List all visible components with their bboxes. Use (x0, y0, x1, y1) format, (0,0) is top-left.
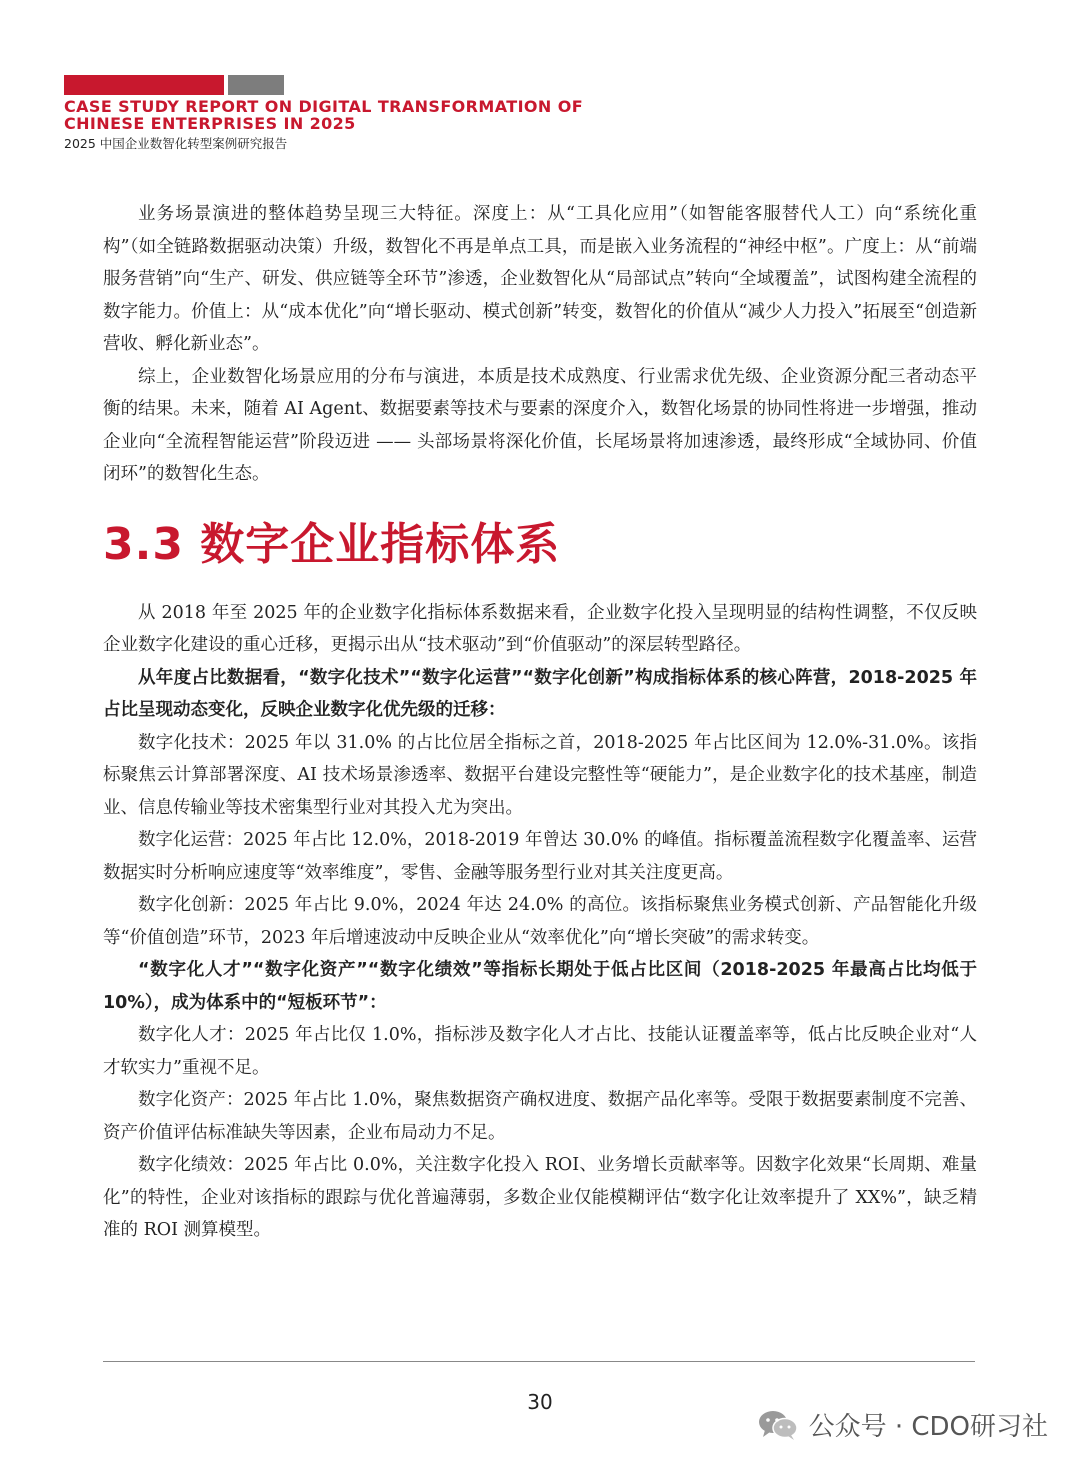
section-paragraph-7: 数字化人才：2025 年占比仅 1.0%，指标涉及数字化人才占比、技能认证覆盖率等，低占比反映企业对“人才软实力”重视不足。 (103, 1025, 977, 1078)
section-paragraph-6: “数字化人才”“数字化资产”“数字化绩效”等指标长期处于低占比区间（2018-2025 年最高占比均低于 10%），成为体系中的“短板环节”： (103, 960, 977, 1013)
report-title-cn: 2025 中国企业数智化转型案例研究报告 (64, 136, 288, 151)
section-paragraph-5: 数字化创新：2025 年占比 9.0%，2024 年达 24.0% 的高位。该指标聚焦业务模式创新、产品智能化升级等“价值创造”环节，2023 年后增速波动中反映企业从“效率优化”向“增长突破”的需求转变。 (103, 895, 977, 948)
watermark (757, 1406, 1048, 1443)
section-paragraph-9: 数字化绩效：2025 年占比 0.0%，关注数字化投入 ROI、业务增长贡献率等。因数字化效果“长周期、难量化”的特性，企业对该指标的跟踪与优化普遍薄弱，多数企业仅能模糊评估“数字化让效率提升了 XX%”，缺乏精准的 ROI 测算模型。 (103, 1155, 977, 1240)
section-paragraph-1: 从 2018 年至 2025 年的企业数字化指标体系数据来看，企业数字化投入呈现明显的结构性调整，不仅反映企业数字化建设的重心迁移，更揭示出从“技术驱动”到“价值驱动”的深层转型路径。 (103, 602, 977, 655)
wechat-icon (757, 1408, 799, 1442)
page-number: 30 (527, 1390, 553, 1414)
section-paragraph-3: 数字化技术：2025 年以 31.0% 的占比位居全指标之首，2018-2025 年占比区间为 12.0%-31.0%。该指标聚焦云计算部署深度、AI 技术场景渗透率、数据平台建设完整性等“硬能力”，是企业数字化的技术基座，制造业、信息传输业等技术密集型行业对其投入尤为突出。 (103, 732, 977, 818)
report-title-en-line1: CASE STUDY REPORT ON DIGITAL TRANSFORMATION OF (64, 97, 584, 116)
intro-paragraph-1: 业务场景演进的整体趋势呈现三大特征。深度上：从“工具化应用”（如智能客服替代人工）向“系统化重构”（如全链路数据驱动决策）升级，数智化不再是单点工具，而是嵌入业务流程的“神经中枢”。广度上：从“前端服务营销”向“生产、研发、供应链等全环节”渗透，企业数智化从“局部试点”转向“全域覆盖”，试图构建全流程的数字能力。价值上：从“成本优化”向“增长驱动、模式创新”转变，数智化的价值从“减少人力投入”拓展至“创造新营收、孵化新业态”。 (103, 204, 977, 354)
report-title-en (64, 98, 624, 132)
section-paragraph-4: 数字化运营：2025 年占比 12.0%，2018-2019 年曾达 30.0% 的峰值。指标覆盖流程数字化覆盖率、运营数据实时分析响应速度等“效率维度”，零售、金融等服务型行业对其关注度更高。 (103, 830, 977, 883)
section-title: 3.3 数字企业指标体系 (103, 518, 561, 570)
footer-divider (103, 1361, 975, 1362)
watermark-text: 公众号 · CDO研习社 (808, 1412, 1048, 1442)
intro-paragraph-2: 综上，企业数智化场景应用的分布与演进，本质是技术成熟度、行业需求优先级、企业资源分配三者动态平衡的结果。未来，随着 AI Agent、数据要素等技术与要素的深度介入，数智化场景的协同性将进一步增强，推动企业向“全流程智能运营”阶段迈进 —— 头部场景将深化价值，长尾场景将加速渗透，最终形成“全域协同、价值闭环”的数智化生态。 (103, 366, 977, 484)
header-accent-bar-gray (228, 75, 284, 95)
report-title-en-line2: CHINESE ENTERPRISES IN 2025 (64, 114, 356, 133)
section-paragraph-8: 数字化资产：2025 年占比 1.0%，聚焦数据资产确权进度、数据产品化率等。受限于数据要素制度不完善、资产价值评估标准缺失等因素，企业布局动力不足。 (103, 1090, 977, 1143)
page-body (103, 198, 977, 1247)
header-accent-bar-red (64, 75, 224, 95)
section-paragraph-2: 从年度占比数据看，“数字化技术”“数字化运营”“数字化创新”构成指标体系的核心阵营，2018-2025 年占比呈现动态变化，反映企业数字化优先级的迁移： (103, 667, 977, 720)
